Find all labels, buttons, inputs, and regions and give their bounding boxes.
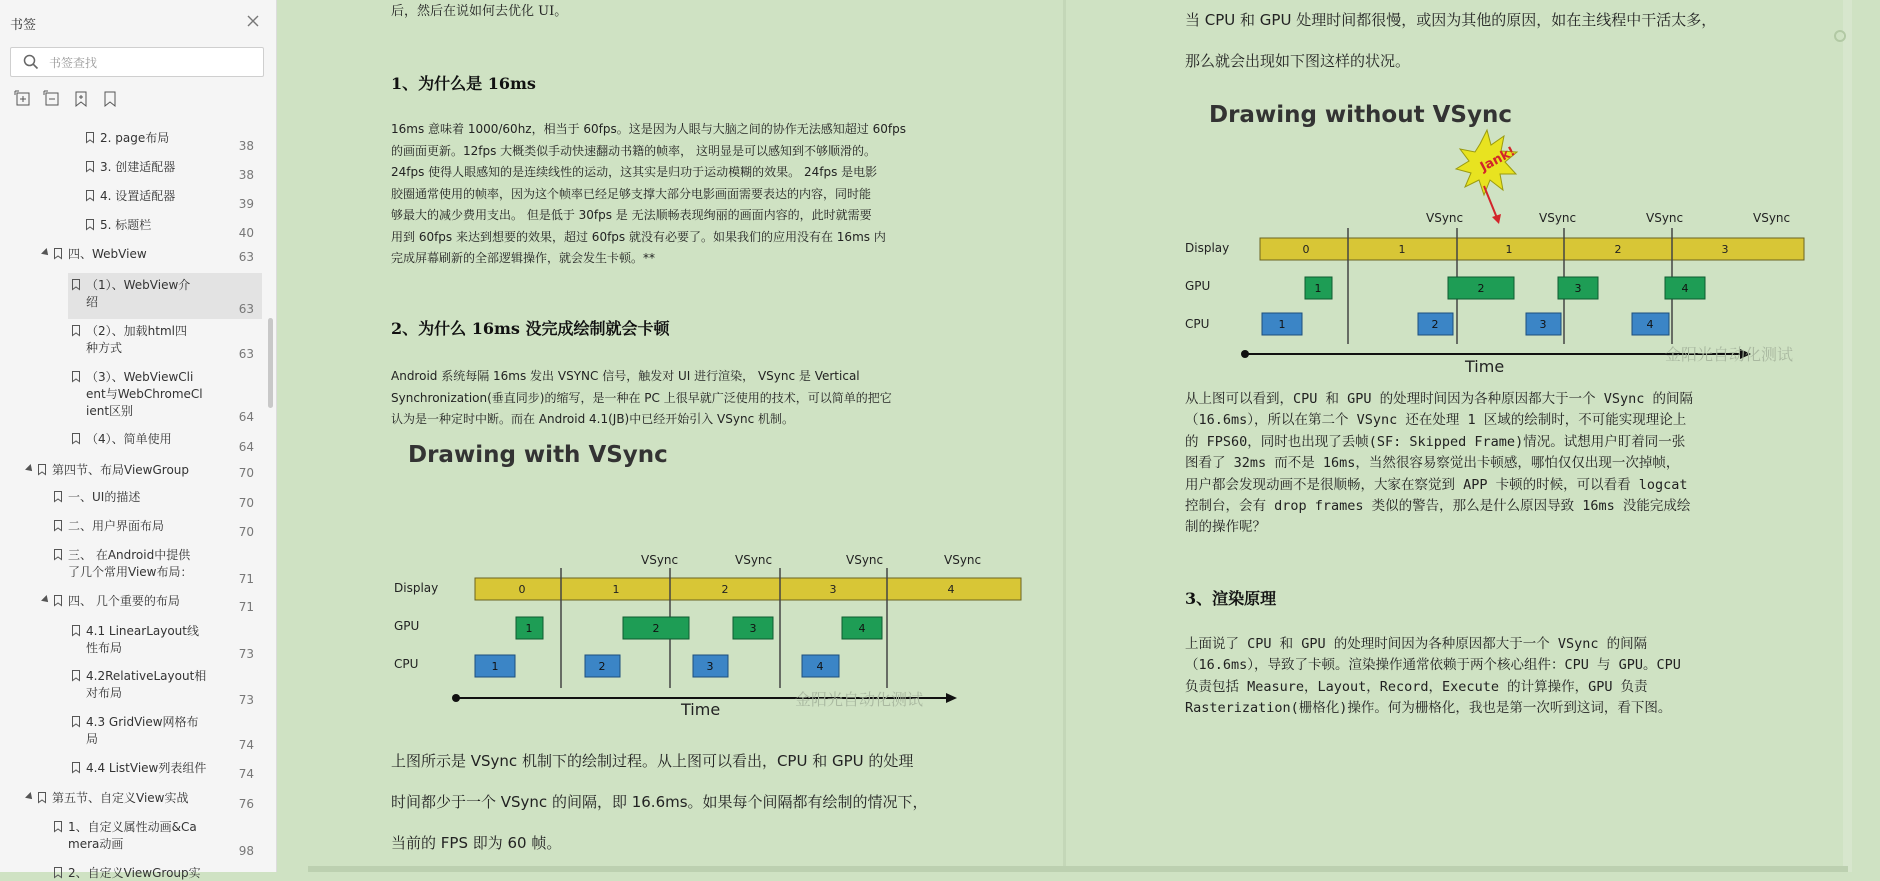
bookmark-icon <box>72 762 80 773</box>
cpu-block-label: 2 <box>1431 318 1439 331</box>
toc-label: 第四节、布局ViewGroup <box>52 463 190 477</box>
jank-arrow <box>1484 186 1497 218</box>
toc-page: 71 <box>238 600 254 614</box>
display-frame: 1 <box>1398 243 1406 256</box>
toc-item-selected[interactable] <box>0 277 262 315</box>
bookmark-sidebar <box>0 0 277 880</box>
paragraph <box>1185 634 1855 720</box>
gpu-block-label: 3 <box>749 622 757 635</box>
vsync-label: VSync <box>641 553 679 567</box>
display-frame: 0 <box>1302 243 1310 256</box>
expand-triangle-icon[interactable] <box>41 248 51 258</box>
toc-page: 70 <box>238 525 254 539</box>
diagram-title: Drawing with VSync <box>408 442 668 468</box>
bookmark-icon <box>38 464 46 475</box>
add-bookmark-icon[interactable] <box>72 90 90 108</box>
bookmark-icon <box>54 821 62 832</box>
toc-label: （1）、WebView介 <box>86 278 191 292</box>
expand-all-icon[interactable] <box>14 90 32 108</box>
toc-label: 2. page布局 <box>100 131 170 145</box>
row-label-cpu: CPU <box>1185 317 1210 331</box>
text-line: Android 系统每隔 16ms 发出 VSYNC 信号，触发对 UI 进行渲染， VSync 是 Vertical <box>391 369 860 383</box>
toc-page: 63 <box>238 302 254 316</box>
text-line: 时间都少于一个 VSync 的间隔，即 16.6ms。如果每个间隔都有绘制的情况下， <box>391 793 928 811</box>
cpu-block-label: 4 <box>1646 318 1654 331</box>
cpu-block-label: 1 <box>1278 318 1286 331</box>
bookmark-icon <box>54 248 62 259</box>
toc-page: 74 <box>238 767 254 781</box>
expand-triangle-icon[interactable] <box>25 464 35 474</box>
time-axis-label: Time <box>1465 357 1505 376</box>
toc-label: （3）、WebViewCli <box>86 370 194 384</box>
expand-triangle-icon[interactable] <box>41 595 51 605</box>
toc-page: 74 <box>238 738 254 752</box>
text-line: 胶圈通常使用的帧率，因为这个帧率已经足够支撑大部分电影画面需要表达的内容，同时能 <box>391 186 872 201</box>
no-vsync-timing-chart <box>1180 94 1880 384</box>
jank-label: Jank! <box>1477 144 1519 175</box>
scroll-indicator-icon[interactable] <box>1834 30 1846 42</box>
bookmark-icon <box>72 625 80 636</box>
toc-label: 4. 设置适配器 <box>100 189 176 203</box>
toc-label: 4.1 LinearLayout线 <box>86 624 199 638</box>
bookmark-icon <box>72 670 80 681</box>
sidebar-title: 书签 <box>10 18 37 33</box>
bookmark-icon <box>54 491 62 502</box>
bookmark-search-box[interactable] <box>10 47 264 77</box>
bookmark-icon[interactable] <box>101 90 119 108</box>
cpu-block-label: 3 <box>706 660 714 673</box>
toc-page: 63 <box>238 347 254 361</box>
gpu-block-label: 3 <box>1574 282 1582 295</box>
text-line: （16.6ms），所以在第二个 VSync 还在处理 1 区域的绘制时，不可能实现理论上 <box>1185 412 1687 429</box>
sidebar-header <box>0 0 277 44</box>
paragraph <box>391 366 1051 431</box>
text-line: 制的操作呢？ <box>1185 519 1266 536</box>
toc-label: 2、自定义ViewGroup实 <box>68 866 201 880</box>
bookmark-icon <box>38 792 46 803</box>
bookmark-icon <box>54 867 62 878</box>
gpu-block-label: 2 <box>652 622 660 635</box>
watermark-text: 金阳光自动化测试 <box>795 690 924 709</box>
text-line: 完成屏幕刷新的全部逻辑操作，就会发生卡顿。** <box>391 251 656 265</box>
row-label-gpu: GPU <box>394 619 420 633</box>
text-line: 图看了 32ms 而不是 16ms，当然很容易察觉出卡顿感，哪怕仅仅出现一次掉帧， <box>1185 455 1680 472</box>
toc-label-line2: 性布局 <box>86 641 123 655</box>
paragraph <box>1185 0 1845 82</box>
toc-label: （2）、加载html四 <box>86 324 187 338</box>
bookmark-icon <box>72 279 80 290</box>
horizontal-scrollbar[interactable] <box>308 866 1848 872</box>
bookmark-icon <box>72 433 80 444</box>
vsync-diagram <box>391 434 1091 734</box>
display-frame: 2 <box>1614 243 1622 256</box>
toc-label-line2: 了几个常用View布局： <box>68 565 193 579</box>
gpu-block-label: 1 <box>525 622 533 635</box>
paragraph <box>1185 389 1855 539</box>
time-axis-label: Time <box>681 700 721 719</box>
expand-triangle-icon[interactable] <box>25 792 35 802</box>
toc-label-line2: 种方式 <box>86 341 123 355</box>
cpu-block-label: 2 <box>598 660 606 673</box>
toc-page: 64 <box>238 410 254 424</box>
bookmark-icon <box>72 716 80 727</box>
jank-arrow-head <box>1492 214 1501 224</box>
toc-label: 1、自定义属性动画&Ca <box>68 820 197 834</box>
text-line: （16.6ms），导致了卡顿。渲染操作通常依赖于两个核心组件：CPU 与 GPU。CPU <box>1185 657 1681 674</box>
toc-page: 64 <box>238 440 254 454</box>
text-line: 当 CPU 和 GPU 处理时间都很慢，或因为其他的原因，如在主线程中干活太多， <box>1185 11 1717 29</box>
text-line: 上面说了 CPU 和 GPU 的处理时间因为各种原因都大于一个 VSync 的间隔 <box>1185 636 1648 652</box>
document-page-right <box>1066 0 1852 872</box>
gpu-block-label: 4 <box>858 622 866 635</box>
section-heading: 3、渲染原理 <box>1185 589 1277 608</box>
toc-label: 5. 标题栏 <box>100 218 152 232</box>
toc-page: 70 <box>238 466 254 480</box>
text-line: 认为是一种定时中断。而在 Android 4.1(JB)中已经开始引入 VSync 机制。 <box>391 412 795 426</box>
toc-page: 73 <box>238 693 254 707</box>
toc-label: 四、 几个重要的布局 <box>68 594 180 608</box>
paragraph <box>391 741 1071 864</box>
gpu-block-label: 4 <box>1681 282 1689 295</box>
cpu-block-label: 3 <box>1539 318 1547 331</box>
bookmark-icon <box>54 520 62 531</box>
text-line: 的 FPS60，同时也出现了丢帧(SF: Skipped Frame)情况。试想用户盯着同一张 <box>1185 433 1686 450</box>
text-line: Synchronization(垂直同步)的缩写，是一种在 PC 上很早就广泛使用的技术，可以简单的把它 <box>391 390 892 405</box>
text-line: 控制台，会有 drop frames 类似的警告，那么是什么原因导致 16ms 没能完成绘 <box>1185 498 1691 515</box>
toc-page: 73 <box>238 647 254 661</box>
diagram-title: Drawing without VSync <box>1209 102 1512 128</box>
time-axis-arrow <box>946 693 957 703</box>
toc-label-line2: ent与WebChromeCl <box>86 387 203 401</box>
display-frame: 4 <box>947 583 955 596</box>
toc-label-line2: mera动画 <box>68 837 124 851</box>
toc-label: 一、UI的描述 <box>68 490 141 504</box>
bookmark-icon <box>86 161 94 172</box>
toc-label: 4.2RelativeLayout相 <box>86 669 207 683</box>
gpu-block-label: 1 <box>1314 282 1322 295</box>
display-frame: 1 <box>612 583 620 596</box>
toc-page: 98 <box>238 844 254 858</box>
text-line: 24fps 使得人眼感知的是连续线性的运动，这其实是归功于运动模糊的效果。 24fps 是电影 <box>391 165 878 179</box>
row-label-gpu: GPU <box>1185 279 1211 293</box>
text-line: 用户都会发现动画不是很顺畅，大家在察觉到 APP 卡顿的时候，可以看看 logcat <box>1185 476 1688 493</box>
toc-page: 38 <box>238 139 254 153</box>
document-page-left <box>278 0 1063 872</box>
toc-label: 4.3 GridView网格布 <box>86 715 199 729</box>
row-label-cpu: CPU <box>394 657 419 671</box>
toc-label: 第五节、自定义View实战 <box>52 791 189 805</box>
toc-label: （4）、简单使用 <box>86 432 172 446</box>
bookmark-icon <box>54 549 62 560</box>
no-vsync-diagram <box>1180 94 1880 384</box>
row-label-display: Display <box>1185 241 1230 255</box>
toc-label-line2: 对布局 <box>86 686 123 700</box>
toc-page: 38 <box>238 168 254 182</box>
text-line: 够最大的减少费用支出。 但是低于 30fps 是 无法顺畅表现绚丽的画面内容的，此时就需要 <box>391 208 872 222</box>
vsync-label: VSync <box>1426 211 1464 225</box>
vertical-scrollbar[interactable] <box>1843 0 1852 872</box>
text-line: 16ms 意味着 1000/60hz，相当于 60fps。这是因为人眼与大脑之间的协作无法感知超过 60fps <box>391 122 906 136</box>
vsync-timing-chart <box>391 434 1091 734</box>
toc-page: 70 <box>238 496 254 510</box>
text-line: 的画面更新。12fps 大概类似手动快速翻动书籍的帧率， 这明显是可以感知到不够顺滑的。 <box>391 143 876 158</box>
display-frame: 3 <box>829 583 837 596</box>
toc-page: 76 <box>238 797 254 811</box>
collapse-all-icon[interactable] <box>43 90 61 108</box>
bookmark-icon <box>86 219 94 230</box>
toc-page: 63 <box>238 250 254 264</box>
paragraph <box>391 119 1051 270</box>
section-heading: 2、为什么 16ms 没完成绘制就会卡顿 <box>391 319 670 338</box>
bookmark-icon <box>86 132 94 143</box>
section-heading: 1、为什么是 16ms <box>391 74 536 93</box>
vsync-label: VSync <box>1753 211 1791 225</box>
toc-page: 40 <box>238 226 254 240</box>
bookmark-icon <box>72 325 80 336</box>
row-label-display: Display <box>394 581 439 595</box>
toc-label: 二、用户界面布局 <box>68 519 165 533</box>
gpu-block-label: 2 <box>1477 282 1485 295</box>
bookmark-icon <box>54 595 62 606</box>
text-line: 上图所示是 VSync 机制下的绘制过程。从上图可以看出，CPU 和 GPU 的处理 <box>391 752 914 770</box>
toc-label: 3. 创建适配器 <box>100 160 176 174</box>
display-frame: 1 <box>1505 243 1513 256</box>
toc-label: 4.4 ListView列表组件 <box>86 761 207 775</box>
toc-label-line2: 绍 <box>86 295 99 309</box>
vsync-label: VSync <box>1646 211 1684 225</box>
sidebar-scrollbar-thumb[interactable] <box>268 318 273 408</box>
toc-label-line3: ient区别 <box>86 404 134 418</box>
display-frame: 0 <box>518 583 526 596</box>
toc-page: 39 <box>238 197 254 211</box>
text-line: 用到 60fps 来达到想要的效果，超过 60fps 就没有必要了。如果我们的应用没有在 16ms 内 <box>391 229 886 244</box>
text-line: 后，然后在说如何去优化 UI。 <box>391 4 568 19</box>
toc-label-line2: 局 <box>86 732 99 746</box>
watermark-text: 金阳光自动化测试 <box>1665 345 1794 364</box>
text-line: 负责包括 Measure，Layout，Record，Execute 的计算操作，GPU 负责 <box>1185 678 1648 695</box>
bookmark-icon <box>72 371 80 382</box>
toc-label: 四、WebView <box>68 247 147 261</box>
cpu-block-label: 1 <box>491 660 499 673</box>
bookmark-search-input[interactable] <box>47 53 256 73</box>
text-line: 从上图可以看到，CPU 和 GPU 的处理时间因为各种原因都大于一个 VSync 的间隔 <box>1185 391 1694 407</box>
vsync-label: VSync <box>1539 211 1577 225</box>
vsync-label: VSync <box>846 553 884 567</box>
text-line: 当前的 FPS 即为 60 帧。 <box>391 834 562 852</box>
display-frame: 3 <box>1721 243 1729 256</box>
cpu-block-label: 4 <box>816 660 824 673</box>
vsync-label: VSync <box>944 553 982 567</box>
display-frame: 2 <box>721 583 729 596</box>
toc-label: 三、 在Android中提供 <box>68 548 191 562</box>
search-icon <box>23 54 39 70</box>
toc-page: 71 <box>238 572 254 586</box>
display-bar <box>475 578 1021 600</box>
text-line: Rasterization(栅格化)操作。何为栅格化，我也是第一次听到这词，看下图。 <box>1185 700 1672 717</box>
bookmark-icon <box>86 190 94 201</box>
vsync-label: VSync <box>735 553 773 567</box>
close-icon[interactable] <box>245 13 261 29</box>
text-line: 那么就会出现如下图这样的状况。 <box>1185 52 1411 70</box>
